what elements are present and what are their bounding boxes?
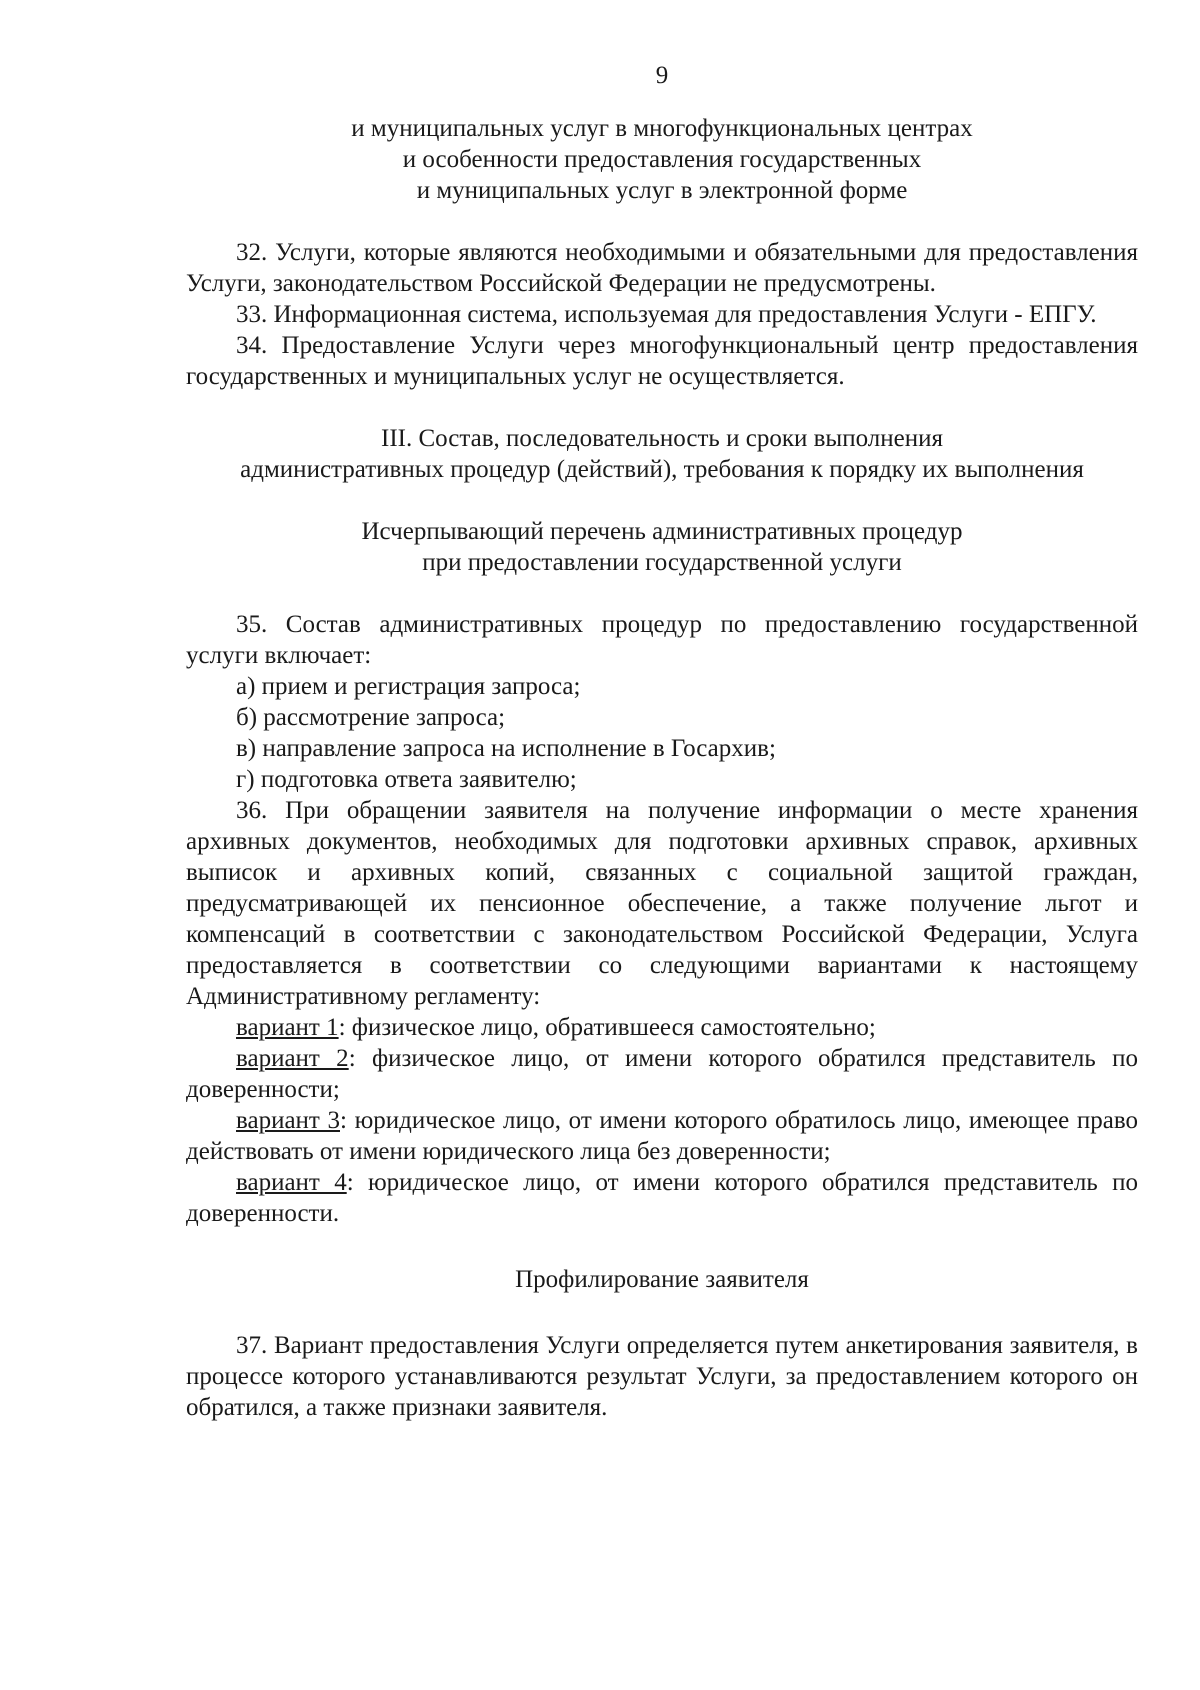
paragraph-34: 34. Предоставление Услуги через многофункциональный центр предоставления государственных и муниципальных услуг не осуществляется. (186, 332, 1138, 390)
list-item: г) подготовка ответа заявителю; (236, 766, 577, 793)
paragraph-33: 33. Информационная система, используемая для предоставления Услуги - ЕПГУ. (236, 301, 1097, 328)
section-heading-continuation (186, 113, 1138, 206)
section-III-heading (186, 423, 1138, 485)
heading-line: Исчерпывающий перечень административных процедур (361, 518, 963, 545)
variant-label: вариант 3 (236, 1107, 340, 1134)
variant-text: : физическое лицо, от имени которого обратился представитель по доверенности; (186, 1045, 1138, 1103)
heading-line: при предоставлении государственной услуги (422, 549, 902, 576)
profiling-subheading: Профилирование заявителя (515, 1266, 809, 1293)
heading-line: III. Состав, последовательность и сроки выполнения (381, 425, 943, 452)
variant-item (186, 1167, 1138, 1229)
list-item: б) рассмотрение запроса; (236, 704, 506, 731)
heading-line: и муниципальных услуг в электронной форме (416, 177, 908, 204)
variant-item (186, 1043, 1138, 1105)
heading-line: и особенности предоставления государственных (402, 146, 922, 173)
variant-label: вариант 4 (236, 1169, 347, 1196)
paragraph-36: 36. При обращении заявителя на получение информации о месте хранения архивных документов, необходимых для подготовки архивных справок, архивных выписок и архивных копий, связанных с социальной защитой граждан, предусматривающей их пенсионное обеспечение, а также получение льгот и компенсаций в соответствии с законодательством Российской Федерации, Услуга предоставляется в соответствии со следующими вариантами к настоящему Административному регламенту: (186, 797, 1138, 1010)
list-item: в) направление запроса на исполнение в Госархив; (236, 735, 776, 762)
paragraph-35-intro: 35. Состав административных процедур по предоставлению государственной услуги включает: (186, 611, 1138, 669)
page-number: 9 (655, 62, 669, 89)
variant-label: вариант 1 (236, 1014, 339, 1041)
procedures-subheading (186, 516, 1138, 578)
variant-text: : физическое лицо, обратившееся самостоятельно; (338, 1014, 876, 1041)
heading-line: и муниципальных услуг в многофункциональных центрах (351, 115, 973, 142)
variant-label: вариант 2 (236, 1045, 349, 1072)
paragraph-32: 32. Услуги, которые являются необходимыми и обязательными для предоставления Услуги, законодательством Российской Федерации не предусмотрены. (186, 239, 1138, 297)
list-item: а) прием и регистрация запроса; (236, 673, 581, 700)
variant-text: : юридическое лицо, от имени которого обратился представитель по доверенности. (186, 1169, 1138, 1227)
paragraph-37: 37. Вариант предоставления Услуги определяется путем анкетирования заявителя, в процессе которого устанавливаются результат Услуги, за предоставлением которого он обратился, а также признаки заявителя. (186, 1332, 1138, 1421)
variant-item (186, 1105, 1138, 1167)
document-page (186, 60, 1138, 1423)
heading-line: административных процедур (действий), требования к порядку их выполнения (240, 456, 1084, 483)
variant-text: : юридическое лицо, от имени которого обратилось лицо, имеющее право действовать от имени юридического лица без доверенности; (186, 1107, 1138, 1165)
variant-item (186, 1012, 1138, 1043)
